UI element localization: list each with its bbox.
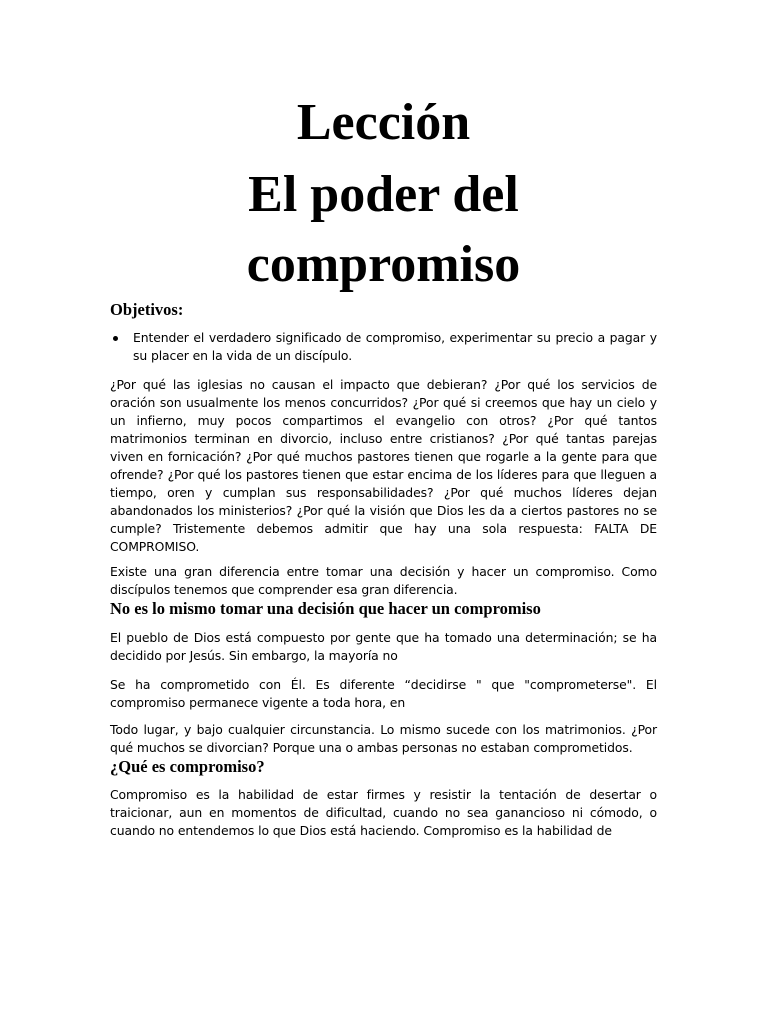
decision-heading: No es lo mismo tomar una decisión que hacer un compromiso [110,599,541,618]
title-line-compromiso: compromiso [246,236,521,293]
bullet-icon [113,336,118,341]
title-line-poder: El poder del [248,166,519,223]
what-is-commitment-heading: ¿Qué es compromiso? [110,757,265,776]
people-paragraph: El pueblo de Dios está compuesto por gente que ha tomado una determinación; se ha decidido por Jesús. Sin embargo, la mayoría no [110,630,657,663]
objective-item [110,329,657,365]
definition-paragraph: Compromiso es la habilidad de estar firmes y resistir la tentación de desertar o traicionar, aun en momentos de dificultad, cuando no sea ganancioso ni cómodo, o cuando no entendemos lo que Dios está haciendo. Compromiso es la habilidad de [110,787,657,838]
objectives-heading: Objetivos: [110,300,184,319]
objective-text: Entender el verdadero significado de compromiso, experimentar su precio a pagar y su placer en la vida de un discípulo. [133,330,657,363]
document-title [110,88,657,300]
committed-paragraph: Se ha comprometido con Él. Es diferente “decidirse " que "comprometerse". El compromiso permanece vigente a toda hora, en [110,677,657,710]
document-page [110,0,657,840]
difference-paragraph: Existe una gran diferencia entre tomar una decisión y hacer un compromiso. Como discípulos tenemos que comprender esa gran diferencia. [110,564,657,597]
marriage-paragraph: Todo lugar, y bajo cualquier circunstancia. Lo mismo sucede con los matrimonios. ¿Por qué muchos se divorcian? Porque una o ambas personas no estaban comprometidos. [110,722,657,755]
intro-paragraph: ¿Por qué las iglesias no causan el impacto que debieran? ¿Por qué los servicios de oración son usualmente los menos concurridos? ¿Por qué si creemos que hay un cielo y un infierno, muy pocos compartimos el evangelio con otros? ¿Por qué tantos matrimonios terminan en divorcio, incluso entre cristianos? ¿Por qué tantas parejas viven en fornicación? ¿Por qué muchos pastores tienen que rogarle a la gente para que ofrende? ¿Por qué los pastores tienen que estar encima de los líderes para que lleguen a tiempo, oren y cumplan sus responsabilidades? ¿Por qué muchos líderes dejan abandonados los ministerios? ¿Por qué la visión que Dios les da a ciertos pastores no se cumple? Tristemente debemos admitir que hay una sola respuesta: FALTA DE COMPROMISO. [110,377,657,554]
title-line-leccion: Lección [296,94,471,151]
objectives-list [110,329,657,365]
